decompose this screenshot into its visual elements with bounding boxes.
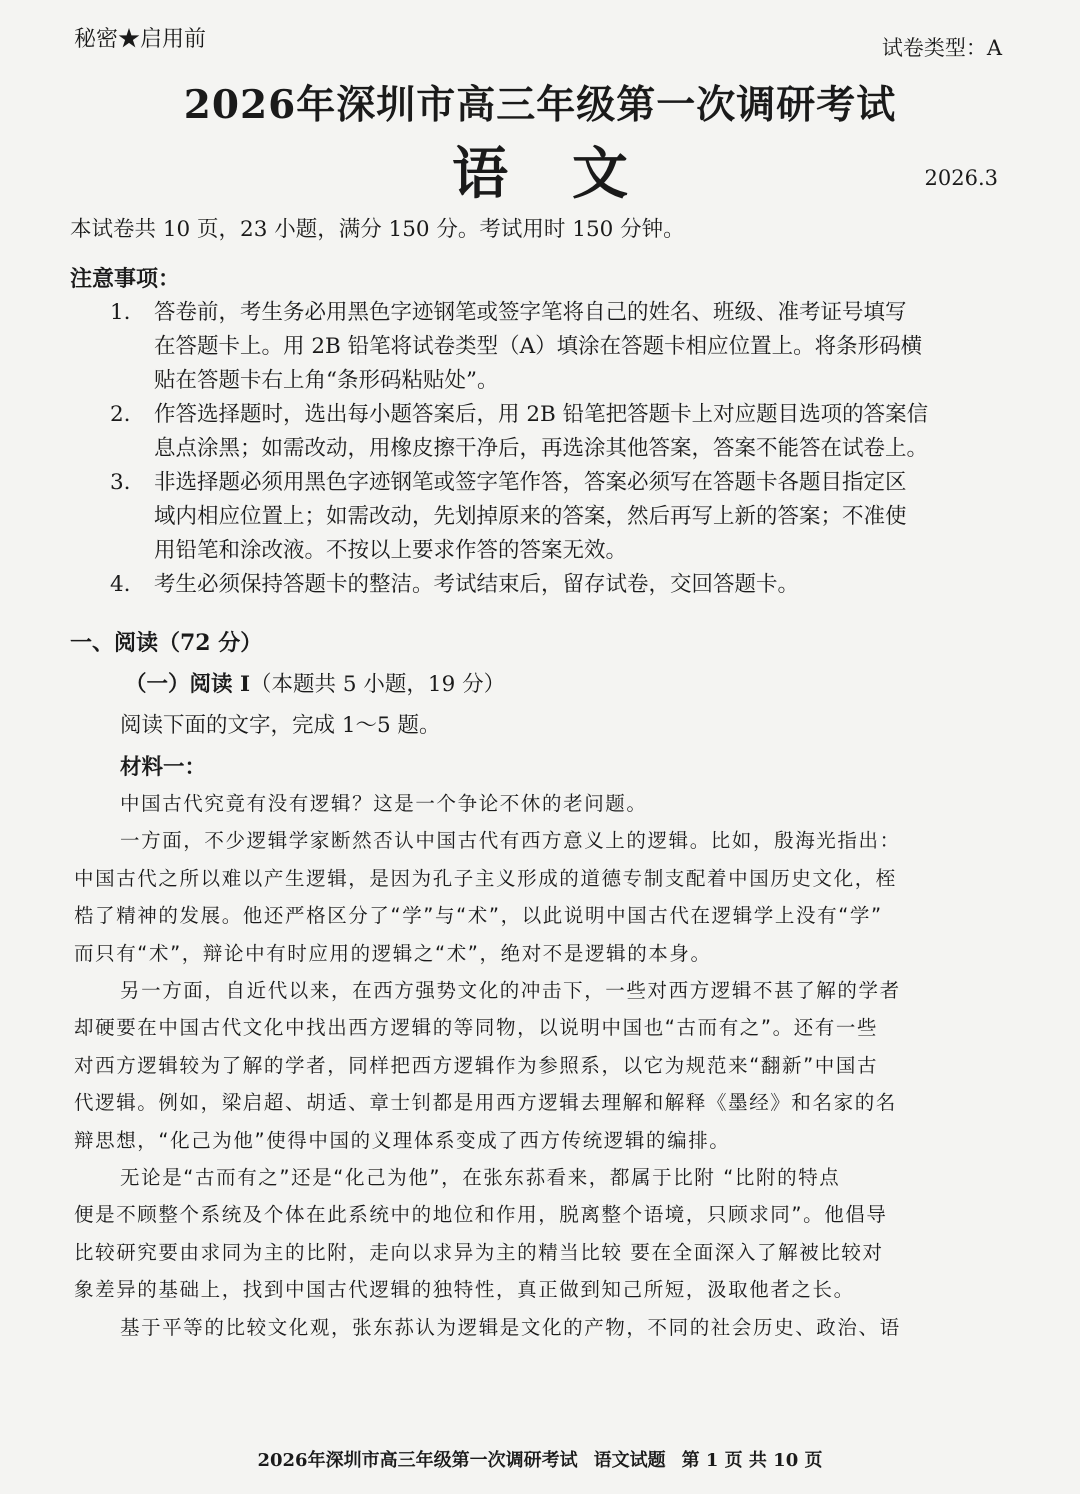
footer-page-number: 第 1 页 共 10 页	[681, 1450, 823, 1471]
passage-line: 无论是“古而有之”还是“化己为他”，在张东荪看来，都属于比附 “比附的特点	[120, 1166, 841, 1190]
note-line: 答卷前，考生务必用黑色字迹钢笔或签字笔将自己的姓名、班级、准考证号填写	[154, 300, 907, 325]
note-line: 在答题卡上。用 2B 铅笔将试卷类型（A）填涂在答题卡相应位置上。将条形码横	[154, 334, 923, 359]
passage-line: 一方面，不少逻辑学家断然否认中国古代有西方意义上的逻辑。比如，殷海光指出：	[120, 829, 901, 853]
note-line: 贴在答题卡右上角“条形码粘贴处”。	[154, 368, 499, 393]
note-item	[110, 398, 1015, 466]
passage-line: 另一方面，自近代以来，在西方强势文化的冲击下，一些对西方逻辑不甚了解的学者	[120, 979, 901, 1003]
passage-line: 象差异的基础上，找到中国古代逻辑的独特性，真正做到知己所短，汲取他者之长。	[74, 1278, 855, 1302]
note-number: 4.	[110, 572, 131, 597]
notes-heading: 注意事项：	[70, 266, 181, 292]
passage-line: 而只有“术”，辩论中有时应用的逻辑之“术”，绝对不是逻辑的本身。	[74, 941, 712, 965]
passage-line: 中国古代之所以难以产生逻辑，是因为孔子主义形成的道德专制支配着中国历史文化，桎	[74, 866, 897, 890]
material-label: 材料一：	[120, 755, 207, 780]
passage-line: 却硬要在中国古代文化中找出西方逻辑的等同物，以说明中国也“古而有之”。还有一些	[74, 1016, 879, 1040]
passage-line: 代逻辑。例如，梁启超、胡适、章士钊都是用西方逻辑去理解和解释《墨经》和名家的名	[74, 1091, 897, 1115]
exam-summary: 本试卷共 10 页，23 小题，满分 150 分。考试用时 150 分钟。	[70, 217, 685, 242]
passage-text	[74, 785, 1009, 1346]
reading-instruction: 阅读下面的文字，完成 1～5 题。	[120, 713, 441, 738]
footer-paper-name: 语文试题	[593, 1450, 666, 1471]
note-number: 3.	[110, 470, 131, 495]
note-line: 息点涂黑；如需改动，用橡皮擦干净后，再选涂其他答案，答案不能答在试卷上。	[154, 436, 929, 461]
subsection-score: （本题共 5 小题，19 分）	[250, 672, 506, 697]
note-number: 2.	[110, 402, 131, 427]
subsection-title: （一）阅读 I	[125, 672, 251, 697]
passage-line: 基于平等的比较文化观，张东荪认为逻辑是文化的产物，不同的社会历史、政治、语	[120, 1315, 901, 1339]
notes-list	[110, 296, 1015, 602]
note-line: 非选择题必须用黑色字迹钢笔或签字笔作答，答案必须写在答题卡各题目指定区	[154, 470, 907, 495]
passage-line: 辩思想，“化己为他”使得中国的义理体系变成了西方传统逻辑的编排。	[74, 1128, 731, 1152]
subject-title: 语文	[452, 141, 692, 207]
note-item	[110, 466, 1015, 568]
passage-line: 中国古代究竟有没有逻辑？这是一个争论不休的老问题。	[120, 792, 648, 815]
page-footer	[0, 1446, 1080, 1472]
reading-subsection-heading	[125, 667, 505, 698]
confidential-mark: 秘密★启用前	[74, 27, 207, 52]
exam-date: 2026.3	[924, 166, 998, 190]
passage-line: 梏了精神的发展。他还严格区分了“学”与“术”，以此说明中国古代在逻辑学上没有“学”	[74, 904, 883, 928]
passage-line: 比较研究要由求同为主的比附，走向以求异为主的精当比较 要在全面深入了解被比较对	[74, 1240, 884, 1264]
note-number: 1.	[110, 300, 131, 325]
note-item	[110, 296, 1015, 398]
passage-line: 便是不顾整个系统及个体在此系统中的地位和作用，脱离整个语境，只顾求同”。他倡导	[74, 1203, 888, 1227]
footer-exam-title: 2026年深圳市高三年级第一次调研考试	[257, 1450, 578, 1471]
section-heading: 一、阅读（72 分）	[70, 630, 263, 656]
note-line: 用铅笔和涂改液。不按以上要求作答的答案无效。	[154, 538, 628, 563]
note-item	[110, 568, 1015, 602]
paper-type-label: 试卷类型：A	[881, 36, 1002, 60]
note-line: 作答选择题时，选出每小题答案后，用 2B 铅笔把答题卡上对应题目选项的答案信	[154, 402, 929, 427]
note-line: 域内相应位置上；如需改动，先划掉原来的答案，然后再写上新的答案；不准使	[154, 504, 907, 529]
passage-line: 对西方逻辑较为了解的学者，同样把西方逻辑作为参照系，以它为规范来“翻新”中国古	[74, 1053, 879, 1077]
note-line: 考生必须保持答题卡的整洁。考试结束后，留存试卷，交回答题卡。	[154, 572, 800, 597]
exam-title: 2026年深圳市高三年级第一次调研考试	[183, 82, 897, 128]
